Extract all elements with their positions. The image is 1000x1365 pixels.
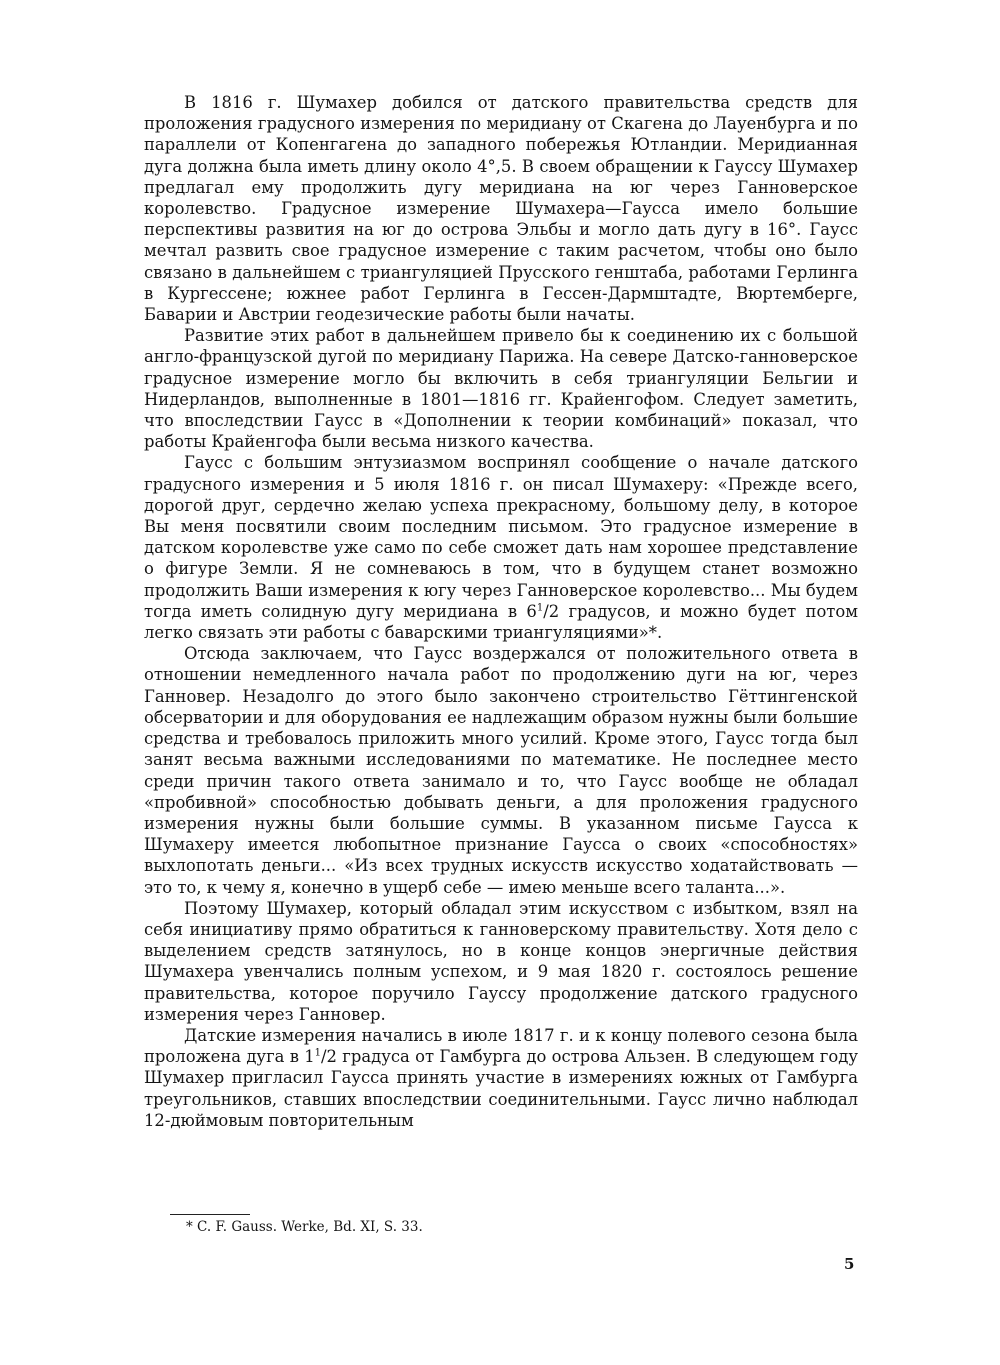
fraction-denominator: /2 xyxy=(543,601,560,621)
paragraph-4: Отсюда заключаем, что Гаусс воздержался от положительного ответа в отношении немедленного начала работ по продолжению дуги на юг, через Ганновер. Незадолго до этого было закончено строительство Гёттингенской обсерватории и для оборудования ее надлежащим образом нужны были большие средства и требовалось приложить много усилий. Кроме этого, Гаусс тогда был занят весьма важными исследованиями по математике. Не последнее место среди причин такого ответа занимало и то, что Гаусс вообще не обладал «пробивной» способностью добывать деньги, а для проложения градусного измерения нужны были большие суммы. В указанном письме Гаусса к Шумахеру имеется любопытное признание Гаусса о своих «способностях» выхлопотать деньги... «Из всех трудных искусств искусство ходатайствовать — это то, к чему я, конечно в ущерб себе — имею меньше всего таланта...». xyxy=(144,644,858,897)
fraction-denominator-2: /2 xyxy=(321,1047,337,1067)
page-body xyxy=(144,92,858,1131)
footnote: * C. F. Gauss. Werke, Bd. XI, S. 33. xyxy=(186,1219,423,1235)
paragraph-6-tail: В следующем году Шумахер пригласил Гаусса принять участие в измерениях южных от Гамбурга треугольников, ставших впоследствии соединительными. Гаусс лично наблюдал 12-дюймовым повторительным xyxy=(144,1047,858,1130)
paragraph-6-text: Датские измерения начались в июле 1817 г. и к концу полевого сезона была проложена дуга в 1 xyxy=(144,1025,858,1067)
paragraph-6 xyxy=(144,1025,858,1131)
paragraph-3-text: Гаусс с большим энтузиазмом воспринял сообщение о начале датского градусного измерения и 5 июля 1816 г. он писал Шумахеру: «Прежде всего, дорогой друг, сердечно желаю успеха прекрасному, большому делу, в которое Вы меня посвятили своим последним письмом. Это градусное измерение в датском королевстве уже само по себе сможет дать нам хорошее представление о фигуре Земли. Я не сомневаюсь в том, что в будущем станет возможно продолжить Ваши измерения к югу через Ганноверское королевство... Мы будем тогда иметь солидную дугу меридиана в 6 xyxy=(144,453,858,621)
paragraph-5: Поэтому Шумахер, который обладал этим искусством с избытком, взял на себя инициативу прямо обратиться к ганноверскому правительству. Хотя дело с выделением средств затянулось, но в конце концов энергичные действия Шумахера увенчались полным успехом, и 9 мая 1820 г. состоялось решение правительства, которое поручило Гауссу продолжение датского градусного измерения через Ганновер. xyxy=(144,898,858,1024)
page-number: 5 xyxy=(844,1255,855,1273)
paragraph-1: В 1816 г. Шумахер добился от датского правительства средств для проложения градусного измерения по меридиану от Скагена до Лауенбурга и по параллели от Копенгагена до западного побережья Ютландии. Меридианная дуга должна была иметь длину около 4°,5. В своем обращении к Гауссу Шумахер предлагал ему продолжить дугу меридиана на юг через Ганноверское королевство. Градусное измерение Шумахера—Гаусса имело большие перспективы развития на юг до острова Эльбы и могло дать дугу в 16°. Гаусс мечтал развить свое градусное измерение с таким расчетом, чтобы оно было связано в дальнейшем с триангуляцией Прусского генштаба, работами Герлинга в Кургессене; южнее работ Герлинга в Гессен-Дармштадте, Вюртемберге, Баварии и Австрии геодезические работы были начаты. xyxy=(144,93,858,325)
footnote-divider xyxy=(170,1214,250,1215)
paragraph-3 xyxy=(144,452,858,643)
fraction-numerator: 1 xyxy=(536,602,544,614)
paragraph-6-middle: градуса от Гамбурга до острова Альзен. xyxy=(336,1047,697,1067)
fraction-numerator-2: 1 xyxy=(314,1047,322,1059)
paragraph-2: Развитие этих работ в дальнейшем привело бы к соединению их с большой англо-французской дугой по меридиану Парижа. На севере Датско-ганноверское градусное измерение могло бы включить в себя триангуляции Бельгии и Нидерландов, выполненные в 1801—1816 гг. Крайенгофом. Следует заметить, что впоследствии Гаусс в «Дополнении к теории комбинаций» показал, что работы Крайенгофа были весьма низкого качества. xyxy=(144,326,858,452)
paragraph-3-tail: градусов, и можно будет потом легко связать эти работы с баварскими триангуляциями»*. xyxy=(144,601,858,643)
